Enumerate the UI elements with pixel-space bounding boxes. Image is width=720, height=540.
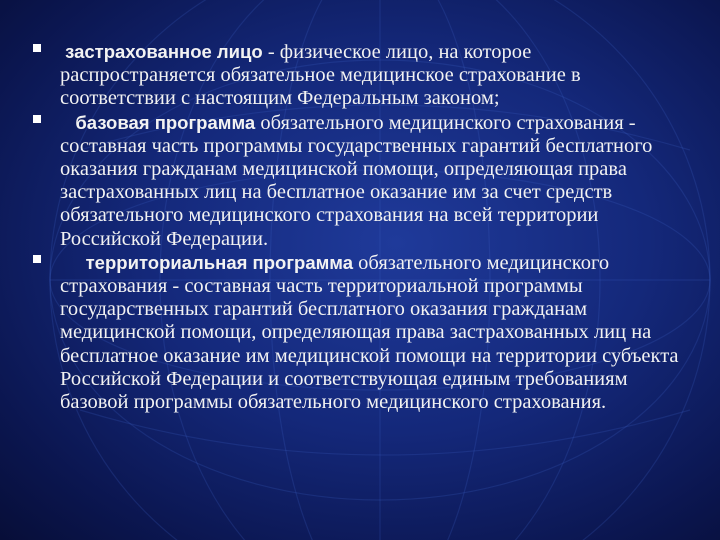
definition-item-basic-program (30, 111, 690, 251)
definition-item-territorial-program (30, 251, 690, 414)
definition-term: застрахованное лицо (65, 41, 263, 62)
definition-term: территориальная программа (85, 251, 354, 273)
definition-text: - физическое лицо, на которое распространяется обязательное медицинское страхование в соответствии с настоящим Федеральным законом; (60, 41, 581, 110)
square-bullet-icon (33, 44, 41, 52)
definition-term: базовая программа (75, 111, 256, 133)
definition-item-insured-person (30, 40, 690, 111)
square-bullet-icon (33, 115, 41, 123)
definition-text: обязательного медицинского страхования - составная часть территориальной программы государственных гарантий бесплатного оказания гражданам медицинской помощи, определяющая права застрахованных лиц на бесплатное оказание им медицинской помощи на территории субъекта Российской Федерации и соответствующая единым требованиям базовой программы обязательного медицинского страхования. (60, 251, 679, 414)
definition-text: обязательного медицинского страхования - составная часть программы государственных гарантий бесплатного оказания гражданам медицинской помощи, определяющая права застрахованных лиц на бесплатное оказание им за счет средств обязательного медицинского страхования на всей территории Российской Федерации. (60, 111, 653, 250)
square-bullet-icon (33, 255, 41, 263)
definitions-list (30, 40, 690, 414)
